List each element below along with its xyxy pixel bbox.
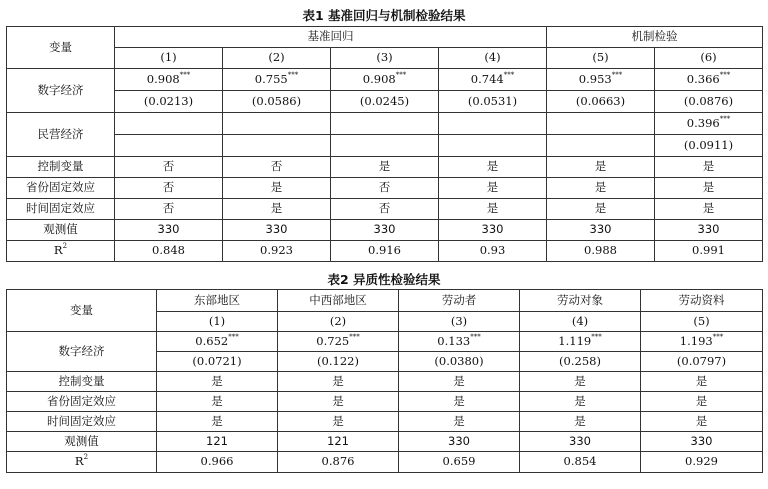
coef-cell [278, 332, 399, 352]
value-cell-text: 330 [373, 222, 396, 237]
table-row [7, 372, 763, 392]
coef-cell-text: 1.119 [558, 333, 592, 348]
coef-cell-text: 0.396 [686, 115, 720, 130]
digital-label-text: 数字经济 [58, 343, 105, 358]
value-cell-text: 0.929 [685, 454, 718, 469]
variable-header [7, 290, 157, 332]
group-header [399, 290, 520, 312]
value-cell [115, 241, 223, 262]
row-label [7, 412, 157, 432]
row-label-text: 观测值 [43, 222, 78, 237]
se-cell [655, 135, 763, 157]
se-cell-text: (0.0380) [434, 353, 484, 368]
column-number-text: (4) [484, 50, 501, 65]
se-cell [331, 91, 439, 113]
column-number [520, 312, 641, 332]
significance-stars: *** [349, 332, 360, 341]
value-cell-text: 否 [162, 159, 175, 174]
se-cell [641, 352, 763, 372]
table-row [7, 412, 763, 432]
table1-caption: 表1 基准回归与机制检验结果 [302, 8, 466, 23]
table-row [7, 432, 763, 452]
value-cell [655, 199, 763, 220]
value-cell [547, 241, 655, 262]
r2-label-text: R [74, 454, 84, 469]
value-cell [439, 178, 547, 199]
value-cell [641, 392, 763, 412]
value-cell [157, 452, 278, 473]
value-cell [331, 241, 439, 262]
column-number [439, 48, 547, 69]
se-cell-text: (0.122) [317, 353, 359, 368]
value-cell-text: 是 [453, 413, 465, 428]
value-cell [278, 372, 399, 392]
coef-cell [223, 69, 331, 91]
se-cell-text: (0.0911) [683, 137, 734, 152]
value-cell-text: 是 [332, 373, 344, 388]
value-cell-text: 0.916 [368, 243, 401, 258]
coef-cell-text: 0.908 [146, 71, 180, 86]
row-label-text: 控制变量 [58, 373, 105, 388]
value-cell [399, 392, 520, 412]
significance-stars: *** [287, 70, 299, 79]
value-cell-text: 0.854 [563, 454, 597, 469]
coef-cell [547, 113, 655, 135]
r2-label [7, 241, 115, 262]
value-cell [399, 372, 520, 392]
table1 [6, 26, 763, 262]
value-cell-text: 330 [448, 433, 470, 448]
value-cell [278, 432, 399, 452]
row-label [7, 157, 115, 178]
value-cell-text: 0.988 [584, 243, 617, 258]
digital-coef-row [7, 69, 763, 91]
r2-label-text: R [53, 243, 63, 258]
digital-label-text: 数字经济 [37, 82, 84, 97]
se-cell-text: (0.0663) [575, 93, 626, 108]
value-cell-text: 0.93 [479, 243, 506, 258]
se-cell-text: (0.258) [559, 353, 601, 368]
value-cell [399, 412, 520, 432]
digital-label [7, 332, 157, 372]
se-cell [223, 135, 331, 157]
row-label-text: 省份固定效应 [47, 393, 116, 408]
column-number-text: (1) [160, 50, 177, 65]
value-cell-text: 是 [332, 413, 344, 428]
value-cell-text: 是 [332, 393, 344, 408]
value-cell [278, 392, 399, 412]
column-number [278, 312, 399, 332]
se-cell [399, 352, 520, 372]
value-cell [399, 432, 520, 452]
value-cell-text: 是 [594, 201, 607, 216]
value-cell [331, 178, 439, 199]
value-cell-text: 121 [206, 433, 228, 448]
private-se-row [7, 135, 763, 157]
row-label-text: 时间固定效应 [47, 413, 116, 428]
coef-cell [655, 113, 763, 135]
column-number [157, 312, 278, 332]
coef-cell [641, 332, 763, 352]
value-cell-text: 是 [594, 180, 607, 195]
coef-cell-text: 0.744 [470, 71, 504, 86]
r2-row [7, 241, 763, 262]
value-cell [655, 220, 763, 241]
se-cell [115, 91, 223, 113]
value-cell-text: 是 [378, 159, 391, 174]
se-cell-text: (0.0245) [359, 93, 410, 108]
header-row [7, 290, 763, 312]
row-label [7, 199, 115, 220]
coef-cell [115, 69, 223, 91]
value-cell-text: 否 [162, 201, 175, 216]
value-cell-text: 否 [378, 201, 391, 216]
se-cell [331, 135, 439, 157]
row-label [7, 372, 157, 392]
value-cell-text: 是 [211, 373, 223, 388]
value-cell [439, 199, 547, 220]
value-cell-text: 是 [486, 201, 499, 216]
value-cell [439, 220, 547, 241]
value-cell [115, 199, 223, 220]
value-cell-text: 0.966 [200, 454, 234, 469]
coef-cell [157, 332, 278, 352]
group-header-text: 中西部地区 [309, 292, 367, 307]
value-cell-text: 是 [695, 413, 708, 428]
r2-row [7, 452, 763, 473]
variable-header-text: 变量 [70, 302, 93, 317]
value-cell-text: 是 [453, 393, 465, 408]
value-cell [655, 241, 763, 262]
se-cell [520, 352, 641, 372]
value-cell [331, 199, 439, 220]
column-number-text: (3) [450, 313, 468, 328]
header-row [7, 27, 763, 48]
value-cell [641, 372, 763, 392]
value-cell-text: 是 [574, 373, 586, 388]
value-cell [278, 452, 399, 473]
column-number-text: (2) [329, 313, 347, 328]
value-cell-text: 330 [690, 433, 713, 448]
coef-cell-text: 0.953 [578, 71, 612, 86]
coef-cell [520, 332, 641, 352]
coef-cell [547, 69, 655, 91]
se-cell-text: (0.0876) [683, 93, 734, 108]
column-number-text: (2) [268, 50, 285, 65]
se-cell [278, 352, 399, 372]
significance-stars: *** [591, 332, 602, 341]
column-number [641, 312, 763, 332]
value-cell-text: 是 [695, 373, 708, 388]
column-number [547, 48, 655, 69]
se-cell-text: (0.0213) [143, 93, 194, 108]
superscript: 2 [83, 453, 89, 462]
value-cell [115, 220, 223, 241]
column-number [223, 48, 331, 69]
value-cell [520, 372, 641, 392]
significance-stars: *** [470, 332, 481, 341]
private-coef-row [7, 113, 763, 135]
value-cell-text: 是 [270, 201, 283, 216]
value-cell [547, 157, 655, 178]
private-label-text: 民营经济 [37, 126, 84, 141]
significance-stars: *** [611, 70, 623, 79]
value-cell [223, 241, 331, 262]
coef-cell-text: 0.133 [437, 333, 471, 348]
variable-header [7, 27, 115, 69]
value-cell [399, 452, 520, 473]
column-number-text: (5) [592, 50, 609, 65]
coef-cell [223, 113, 331, 135]
value-cell [641, 412, 763, 432]
coef-cell [115, 113, 223, 135]
coef-cell [331, 69, 439, 91]
row-label-text: 观测值 [64, 433, 99, 448]
significance-stars: *** [228, 332, 239, 341]
coef-cell-text: 1.193 [679, 333, 713, 348]
table-row [7, 178, 763, 199]
coef-cell [399, 332, 520, 352]
table-row [7, 157, 763, 178]
se-cell [439, 135, 547, 157]
value-cell [115, 157, 223, 178]
digital-se-row [7, 91, 763, 113]
se-cell [439, 91, 547, 113]
value-cell [278, 412, 399, 432]
se-cell-text: (0.0586) [251, 93, 302, 108]
significance-stars: *** [712, 332, 724, 341]
value-cell-text: 0.848 [152, 243, 185, 258]
value-cell [520, 432, 641, 452]
value-cell-text: 121 [327, 433, 349, 448]
coef-cell-text: 0.908 [362, 71, 396, 86]
significance-stars: *** [719, 70, 731, 79]
row-label-text: 控制变量 [37, 159, 84, 174]
coef-cell [439, 113, 547, 135]
column-number [115, 48, 223, 69]
group-header-text: 劳动者 [441, 292, 477, 307]
value-cell-text: 是 [574, 413, 586, 428]
column-number-row [7, 48, 763, 69]
column-number-text: (1) [208, 313, 226, 328]
value-cell-text: 0.923 [260, 243, 293, 258]
group-header [278, 290, 399, 312]
se-cell [115, 135, 223, 157]
se-cell-text: (0.0531) [467, 93, 518, 108]
value-cell-text: 是 [453, 373, 465, 388]
value-cell-text: 是 [486, 180, 499, 195]
value-cell [547, 199, 655, 220]
group-header-text: 东部地区 [194, 292, 240, 307]
value-cell [223, 220, 331, 241]
value-cell-text: 是 [211, 413, 223, 428]
value-cell [331, 157, 439, 178]
group-header-text: 劳动资料 [678, 292, 725, 307]
coef-cell [331, 113, 439, 135]
value-cell-text: 0.876 [321, 454, 355, 469]
coef-cell-text: 0.725 [316, 333, 350, 348]
row-label-text: 省份固定效应 [26, 180, 95, 195]
group-header-mechanism-text: 机制检验 [631, 29, 678, 44]
value-cell-text: 是 [702, 159, 715, 174]
value-cell-text: 是 [702, 180, 715, 195]
value-cell [520, 392, 641, 412]
row-label [7, 392, 157, 412]
value-cell-text: 0.991 [692, 243, 725, 258]
significance-stars: *** [719, 114, 731, 123]
column-number [655, 48, 763, 69]
value-cell-text: 330 [481, 222, 504, 237]
value-cell [223, 199, 331, 220]
value-cell-text: 330 [265, 222, 288, 237]
value-cell-text: 是 [695, 393, 708, 408]
value-cell [115, 178, 223, 199]
value-cell-text: 330 [589, 222, 612, 237]
row-label [7, 178, 115, 199]
row-label-text: 时间固定效应 [26, 201, 95, 216]
table-row [7, 392, 763, 412]
value-cell-text: 是 [211, 393, 223, 408]
column-number-text: (6) [700, 50, 717, 65]
row-label [7, 432, 157, 452]
value-cell [157, 372, 278, 392]
value-cell-text: 否 [162, 180, 175, 195]
value-cell [157, 432, 278, 452]
group-header-mechanism [547, 27, 763, 48]
value-cell-text: 否 [378, 180, 391, 195]
significance-stars: *** [395, 70, 407, 79]
value-cell-text: 是 [574, 393, 586, 408]
se-cell [223, 91, 331, 113]
value-cell [223, 157, 331, 178]
variable-header-text: 变量 [49, 39, 72, 54]
se-cell-text: (0.0797) [676, 353, 727, 368]
value-cell [655, 157, 763, 178]
column-number-text: (3) [376, 50, 393, 65]
coef-cell-text: 0.366 [686, 71, 720, 86]
se-cell [655, 91, 763, 113]
value-cell-text: 是 [702, 201, 715, 216]
value-cell [547, 220, 655, 241]
column-number [331, 48, 439, 69]
se-cell [547, 91, 655, 113]
se-cell [547, 135, 655, 157]
se-cell-text: (0.0721) [192, 353, 242, 368]
coef-cell [655, 69, 763, 91]
column-number-text: (4) [571, 313, 589, 328]
table-row [7, 199, 763, 220]
value-cell [520, 452, 641, 473]
value-cell-text: 330 [697, 222, 720, 237]
significance-stars: *** [503, 70, 515, 79]
value-cell-text: 0.659 [442, 454, 476, 469]
value-cell [157, 412, 278, 432]
coef-cell-text: 0.652 [195, 333, 229, 348]
value-cell [439, 157, 547, 178]
group-header-baseline-text: 基准回归 [307, 29, 354, 44]
value-cell [547, 178, 655, 199]
value-cell [331, 220, 439, 241]
value-cell-text: 是 [270, 180, 283, 195]
row-label [7, 220, 115, 241]
value-cell [520, 412, 641, 432]
value-cell [641, 452, 763, 473]
group-header [641, 290, 763, 312]
superscript: 2 [62, 242, 68, 251]
group-header-baseline [115, 27, 547, 48]
value-cell [641, 432, 763, 452]
value-cell-text: 330 [569, 433, 591, 448]
value-cell [655, 178, 763, 199]
digital-label [7, 69, 115, 113]
private-label [7, 113, 115, 157]
value-cell [157, 392, 278, 412]
value-cell-text: 是 [486, 159, 499, 174]
table-row [7, 220, 763, 241]
value-cell [439, 241, 547, 262]
value-cell [223, 178, 331, 199]
value-cell-text: 330 [157, 222, 180, 237]
value-cell-text: 是 [594, 159, 607, 174]
column-number [399, 312, 520, 332]
table2-caption: 表2 异质性检验结果 [327, 272, 441, 287]
group-header-text: 劳动对象 [557, 292, 603, 307]
table2 [6, 289, 763, 473]
digital-coef-row [7, 332, 763, 352]
column-number-text: (5) [693, 313, 710, 328]
significance-stars: *** [179, 70, 191, 79]
group-header [157, 290, 278, 312]
group-header [520, 290, 641, 312]
r2-label [7, 452, 157, 473]
coef-cell [439, 69, 547, 91]
value-cell-text: 否 [270, 159, 283, 174]
se-cell [157, 352, 278, 372]
coef-cell-text: 0.755 [254, 71, 288, 86]
